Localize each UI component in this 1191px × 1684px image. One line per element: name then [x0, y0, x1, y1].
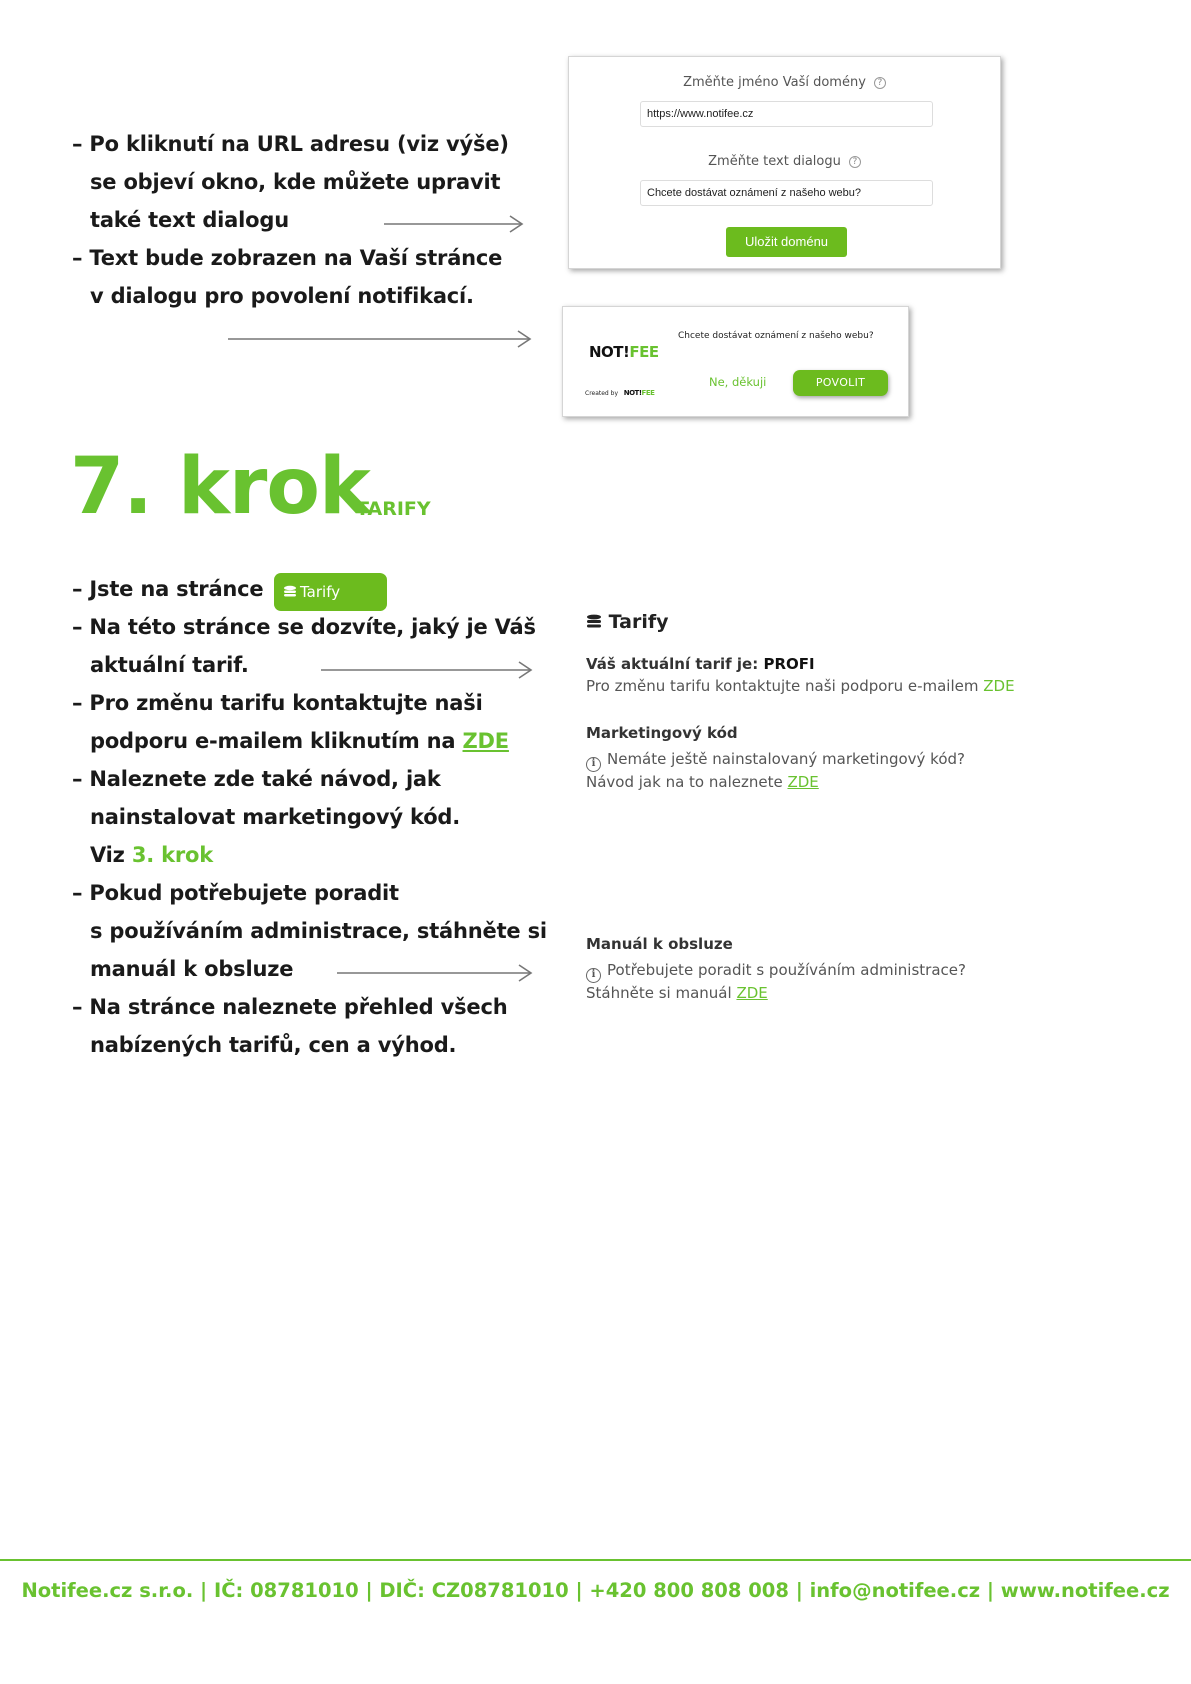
bullet-guide-cont: nainstalovat marketingový kód.	[90, 805, 461, 829]
notifee-logo: NOT!FEE	[589, 343, 659, 361]
marketing-question: i Nemáte ještě nainstalovaný marketingový kód?	[586, 750, 965, 772]
dialog-text-label: Změňte text dialogu ?	[569, 154, 1000, 169]
marketing-heading: Marketingový kód	[586, 724, 738, 742]
change-tarif-link[interactable]: ZDE	[983, 677, 1015, 695]
bullet-learn-tarif-cont: aktuální tarif.	[90, 653, 249, 677]
bullet-text-shown-cont: v dialogu pro povolení notifikací.	[90, 284, 474, 308]
bullet-url-click-cont1: se objeví okno, kde můžete upravit	[90, 170, 501, 194]
bullet-overview-cont: nabízených tarifů, cen a výhod.	[90, 1033, 457, 1057]
bullet-learn-tarif: – Na této stránce se dozvíte, jaký je Váš	[72, 615, 536, 639]
bullet-overview: – Na stránce naleznete přehled všech	[72, 995, 508, 1019]
help-icon: ?	[849, 156, 861, 168]
decline-button[interactable]: Ne, děkuji	[709, 375, 767, 389]
zde-link[interactable]: ZDE	[462, 729, 509, 753]
arrow-right-icon	[337, 963, 533, 983]
notification-popup-screenshot	[562, 306, 909, 417]
created-by: Created by NOT!FEE	[585, 389, 655, 397]
domain-name-label: Změňte jméno Vaší domény ?	[569, 75, 1000, 90]
manual-question: i Potřebujete poradit s používáním administrace?	[586, 961, 966, 983]
save-domain-button[interactable]: Uložit doménu	[726, 227, 847, 257]
popup-question: Chcete dostávat oznámení z našeho webu?	[678, 331, 874, 341]
bullet-guide-ref: Viz 3. krok	[90, 843, 214, 867]
allow-button[interactable]: POVOLIT	[793, 370, 888, 396]
manual-download: Stáhněte si manuál ZDE	[586, 984, 768, 1002]
step-subtitle: TARIFY	[356, 498, 431, 520]
bullet-on-page: – Jste na stránce	[72, 577, 264, 601]
marketing-guide-link[interactable]: ZDE	[787, 773, 819, 791]
tarify-button[interactable]	[274, 573, 387, 611]
bullet-guide: – Naleznete zde také návod, jak	[72, 767, 441, 791]
arrow-right-icon	[384, 214, 524, 234]
manual-heading: Manuál k obsluze	[586, 935, 733, 953]
coins-icon	[283, 585, 297, 599]
domain-input[interactable]: https://www.notifee.cz	[640, 101, 933, 127]
dialog-text-input[interactable]: Chcete dostávat oznámení z našeho webu?	[640, 180, 933, 206]
bullet-change-tarif-cont: podporu e-mailem kliknutím na ZDE	[90, 729, 509, 753]
domain-dialog-screenshot	[568, 56, 1001, 269]
bullet-manual-cont2: manuál k obsluze	[90, 957, 294, 981]
current-tarif: Váš aktuální tarif je: PROFI	[586, 655, 815, 673]
info-icon: i	[586, 968, 601, 983]
tarify-title: Tarify	[586, 611, 669, 633]
info-icon: i	[586, 757, 601, 772]
coins-icon	[586, 614, 602, 629]
bullet-change-tarif: – Pro změnu tarifu kontaktujte naši	[72, 691, 483, 715]
bullet-manual-cont1: s používáním administrace, stáhněte si	[90, 919, 547, 943]
footer-contact: Notifee.cz s.r.o. | IČ: 08781010 | DIČ: CZ08781010 | +420 800 808 008 | info@notifee.cz | www.notifee.cz	[21, 1579, 1170, 1602]
bullet-url-click-cont2: také text dialogu	[90, 208, 289, 232]
footer-divider	[0, 1559, 1191, 1561]
step-3-ref: 3. krok	[131, 843, 214, 867]
change-tarif-text: Pro změnu tarifu kontaktujte naši podporu e-mailem ZDE	[586, 677, 1015, 695]
bullet-manual: – Pokud potřebujete poradit	[72, 881, 399, 905]
notifee-logo-small: NOT!FEE	[623, 389, 655, 397]
marketing-guide: Návod jak na to naleznete ZDE	[586, 773, 819, 791]
step-heading: 7. krok	[70, 442, 370, 532]
arrow-right-icon	[321, 660, 533, 680]
bullet-url-click: – Po kliknutí na URL adresu (viz výše)	[72, 132, 509, 156]
bullet-text-shown: – Text bude zobrazen na Vaší stránce	[72, 246, 503, 270]
help-icon: ?	[874, 77, 886, 89]
tarify-button-label: Tarify	[300, 583, 341, 601]
arrow-right-icon	[228, 329, 532, 349]
manual-download-link[interactable]: ZDE	[736, 984, 768, 1002]
